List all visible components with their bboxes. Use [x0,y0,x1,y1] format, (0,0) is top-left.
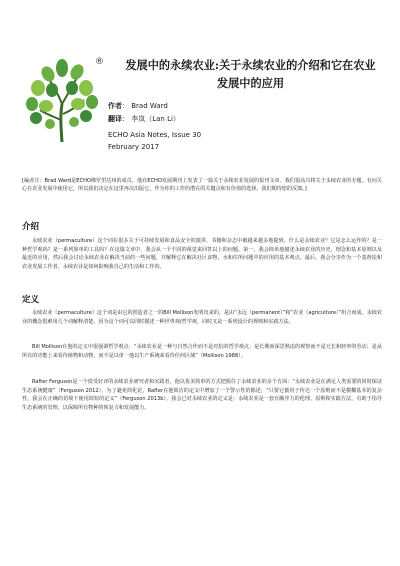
registered-mark: ® [95,57,104,67]
title-line-2: 发展中的应用 [216,76,285,90]
translator-name: 李岚（Lan Li） [131,115,180,123]
echo-tree-logo [22,58,102,146]
translator-separator: ： [122,115,129,123]
publication-date: February 2017 [108,143,160,151]
title-line-1: 发展中的永续农业:关于永续农业的介绍和它在农业 [125,58,376,72]
translator-label: 翻译 [108,115,122,123]
author-name: Brad Ward [131,102,168,110]
paragraph-definition-3: Rafter Ferguson是一个很受好评的永续农业研究者和实践者，他以优美简单的方式把握住了永续农业的多个方面：“永续农业是在满足人类需要的同时保证生态系统健康”（Ferguson 2012）。为了避免简化论，Rafter在他简洁的定义中增加了一个警示性的陈述，“只要它被用于传达一个原则而不是模糊基本的复杂性，我会在正确的语境下使用简短的定义”（Ferguson 2013b）。我会已对永续农业的定义是：永续农业是一套有顺序力的伦理、原则和实践方法，有助于指导生态系统的管理，以保障所有物种的恢复力和发展能力。 [22,379,382,411]
page-title [108,56,393,92]
editor-note: [编者注：Brad Ward是ECHO佛罗里达州的成员，他在ECHO发展期刊上发表了一篇关于永续农业发展的报刊文章。我们很高兴将关于永续农业的专题，有问关心在农业发展中使用它，所以我们决定在这里再次出版它，作为你的工作的潜在的关键点和有价值的选择。我们期待您的反馈。] [22,178,382,193]
paragraph-definition-2: Bill Mollison在他的定义中很强调哲学观点：“永续农业是一种与自然合作而不是对抗的哲学观点；是长期而深思熟虑的观察而不是冗长和轻率的劳动；是从所有的功能上来看待植物和动物，而不是以单一地以生产系统来看待任何区域”（Mollison 1988）。 [22,344,382,359]
paragraph-introduction: 永续农业（permaculture）这个词在很多关于可持续发展和食品安全的演讲、书籍和杂志中被越来越多地提到。什么是永续农业？它是怎么运作的？是一种哲学观吗？是一系列简单的工具吗？在这篇文章中，我会从一个不同的视觉来回答以上的问题。第一，我会简单地描述永续农业的历史、理念和基本原则以及最近的应用，然后我会讨论永续农业在解决当前的一些问题，并解释它在解决社区食物、水和住所问题中的应用的基本观点。最后，我会分享作为一个基督徒和农业发展工作者，永续农业是如何影响我自己的生活和工作的。 [22,238,382,270]
translator-line [108,114,180,124]
author-line [108,101,168,111]
issue-info: ECHO Asia Notes, Issue 30 [108,131,202,139]
section-heading-introduction: 介绍 [22,222,40,232]
author-separator: ： [122,102,129,110]
paragraph-definition-1: 永续农业（permaculture）这个词是由它的创造者之一的Bill Mollison发明出来的，是由“永远（permanent）”和“农业（agriculture）”组合而成。永续农业的概念很难用几个词解释清楚，因为这个词可以同时描述一种世界观/哲学观，同时又是一系列设计的规则和实践方法。 [22,310,382,325]
author-label: 作者 [108,102,122,110]
section-heading-definition: 定义 [22,295,40,305]
